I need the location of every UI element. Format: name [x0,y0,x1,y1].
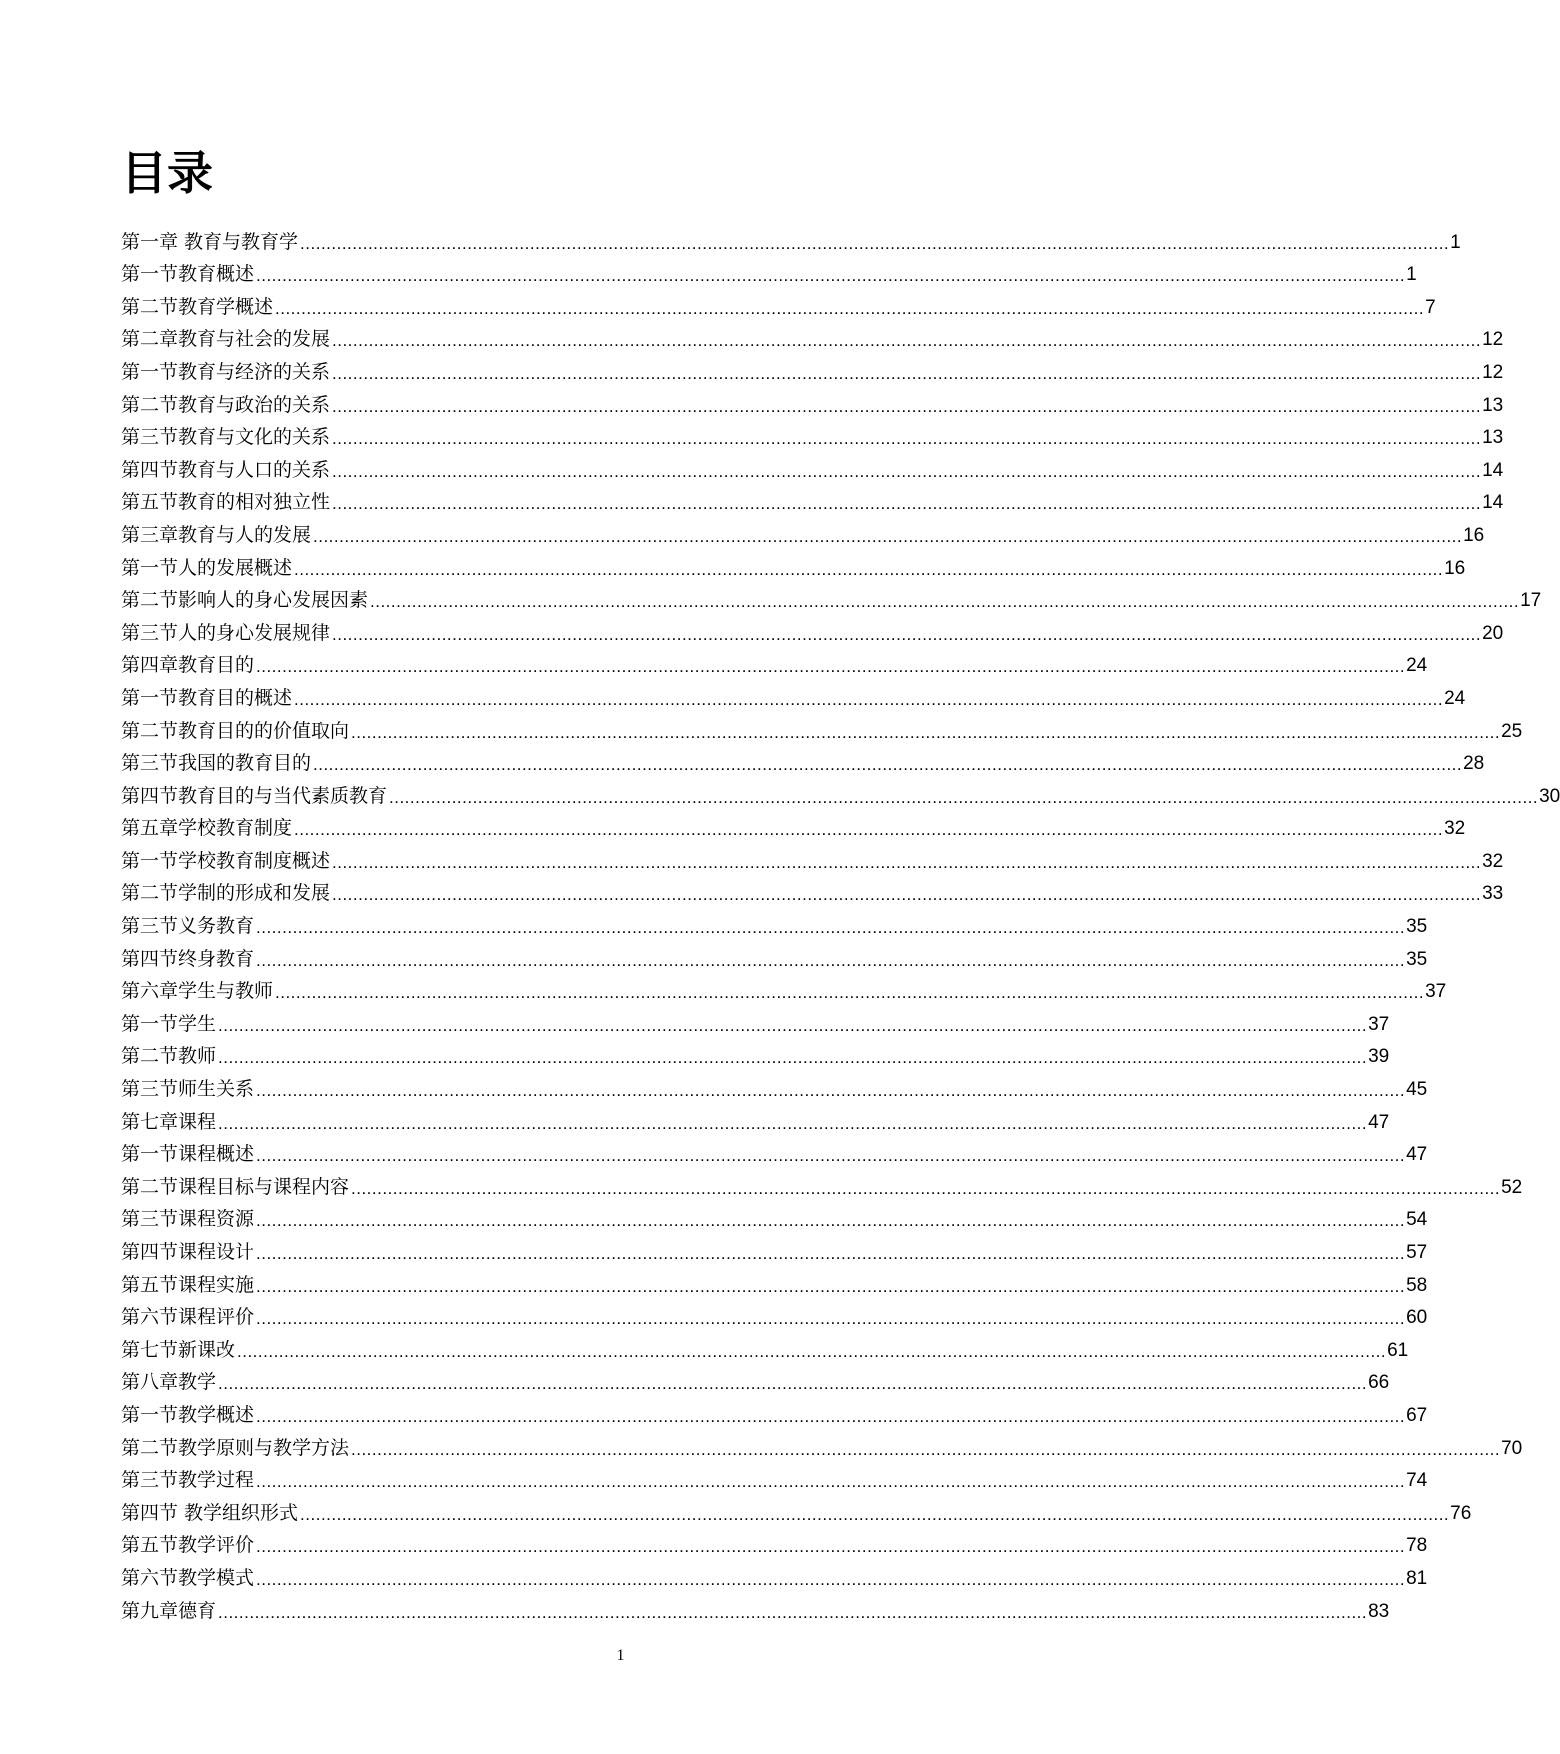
toc-entry[interactable] [121,545,1466,579]
toc-entry-title: 第四节教育目的与当代素质教育 [121,784,388,807]
toc-dot-leader: ............................................................................................................................................................................................................................ [332,624,1482,644]
toc-entry-title: 第六节课程评价 [121,1306,255,1329]
toc-entry[interactable] [121,447,1504,481]
toc-dot-leader: ............................................................................................................................................................................................................................ [256,1244,1406,1263]
toc-dot-leader: ............................................................................................................................................................................................................................ [332,331,1482,351]
toc-entry-title: 第三节教学过程 [121,1469,255,1492]
toc-entry-page-number: 13 [1482,427,1504,449]
toc-entry-title: 第二节学制的形成和发展 [121,882,331,905]
toc-entry-page-number: 14 [1482,459,1504,481]
toc-entry-page-number: 67 [1406,1404,1428,1426]
toc-entry-title: 第九章德育 [121,1599,217,1622]
toc-entry-title: 第一节学校教育制度概述 [121,849,331,872]
toc-entry-page-number: 60 [1406,1307,1428,1329]
toc-dot-leader: ............................................................................................................................................................................................................................ [256,1569,1406,1589]
toc-entry-title: 第四节 教学组织形式 [121,1501,299,1524]
toc-dot-leader: ............................................................................................................................................................................................................................ [256,1537,1406,1557]
toc-entry-title: 第一节教育与经济的关系 [121,360,331,383]
toc-entry[interactable] [121,578,1542,612]
toc-entry-page-number: 61 [1387,1339,1409,1361]
toc-dot-leader: ............................................................................................................................................................................................................................ [351,722,1501,742]
toc-entry[interactable] [121,1262,1428,1296]
toc-entry[interactable] [121,1197,1428,1231]
toc-entry-title: 第五节教学评价 [121,1534,255,1557]
toc-entry[interactable] [121,643,1428,677]
toc-entry[interactable] [121,1458,1428,1492]
toc-dot-leader: ............................................................................................................................................................................................................................ [237,1341,1387,1361]
toc-entry-page-number: 35 [1406,916,1428,938]
toc-entry-page-number: 52 [1501,1176,1523,1198]
toc-entry-title: 第三节师生关系 [121,1078,255,1101]
toc-dot-leader: ............................................................................................................................................................................................................................ [332,885,1482,905]
toc-dot-leader: ............................................................................................................................................................................................................................ [256,1472,1406,1492]
toc-entry[interactable] [121,415,1504,449]
toc-entry-title: 第二节课程目标与课程内容 [121,1175,350,1198]
toc-entry[interactable] [121,382,1504,416]
toc-entry-title: 第一节教育目的概述 [121,686,293,709]
toc-entry-title: 第一节教育概述 [121,263,255,286]
toc-entry-title: 第五节课程实施 [121,1273,255,1296]
toc-dot-leader: ............................................................................................................................................................................................................................ [332,429,1482,449]
toc-entry[interactable] [121,610,1504,644]
toc-entry-page-number: 25 [1501,720,1523,742]
toc-dot-leader: ............................................................................................................................................................................................................................ [256,1309,1406,1329]
toc-entry[interactable] [121,1001,1390,1035]
toc-entry-page-number: 24 [1444,687,1466,709]
toc-entry-page-number: 74 [1406,1470,1428,1492]
toc-dot-leader: ............................................................................................................................................................................................................................ [218,1113,1368,1133]
toc-dot-leader: ............................................................................................................................................................................................................................ [256,266,1406,286]
toc-dot-leader: ............................................................................................................................................................................................................................ [256,1406,1406,1426]
toc-entry-title: 第五章学校教育制度 [121,817,293,840]
toc-entry-page-number: 12 [1482,361,1504,383]
toc-entry[interactable] [121,903,1428,938]
toc-entry-page-number: 33 [1482,883,1504,905]
toc-entry[interactable] [121,1360,1390,1394]
toc-entry-page-number: 24 [1406,655,1428,677]
toc-entry-page-number: 7 [1425,296,1436,318]
toc-dot-leader: ............................................................................................................................................................................................................................ [256,1211,1406,1231]
toc-entry-title: 第二节教育学概述 [121,295,274,318]
toc-dot-leader: ............................................................................................................................................................................................................................ [332,461,1482,481]
toc-dot-leader: ............................................................................................................................................................................................................................ [332,363,1482,383]
toc-entry[interactable] [121,1425,1523,1459]
toc-dot-leader: ............................................................................................................................................................................................................................ [256,1276,1406,1296]
toc-dot-leader: ............................................................................................................................................................................................................................ [332,494,1482,514]
toc-dot-leader: ............................................................................................................................................................................................................................ [294,559,1444,579]
toc-entry-page-number: 78 [1406,1535,1428,1557]
toc-entry[interactable] [121,741,1485,775]
toc-entry-title: 第六章学生与教师 [121,980,274,1003]
toc-entry[interactable] [121,969,1447,1003]
toc-entry-title: 第二章教育与社会的发展 [121,328,331,351]
toc-dot-leader: ............................................................................................................................................................................................................................ [351,1178,1501,1198]
toc-entry-title: 第二节教学原则与教学方法 [121,1436,350,1459]
toc-entry[interactable] [121,512,1485,546]
toc-entry[interactable] [121,1295,1428,1329]
toc-entry-page-number: 54 [1406,1209,1428,1231]
toc-entry-page-number: 13 [1482,394,1504,416]
toc-entry-page-number: 37 [1425,981,1447,1003]
toc-entry-page-number: 20 [1482,622,1504,644]
toc-entry-page-number: 1 [1406,264,1417,286]
toc-dot-leader: ............................................................................................................................................................................................................................ [218,1602,1368,1622]
toc-entry-page-number: 39 [1368,1046,1390,1068]
toc-entry-title: 第一节学生 [121,1012,217,1035]
toc-entry[interactable] [121,675,1466,709]
toc-dot-leader: ............................................................................................................................................................................................................................ [313,755,1463,775]
toc-dot-leader: ............................................................................................................................................................................................................................ [294,689,1444,709]
toc-dot-leader: ............................................................................................................................................................................................................................ [218,1048,1368,1068]
toc-entry[interactable] [121,1099,1390,1133]
toc-entry-page-number: 47 [1406,1144,1428,1166]
toc-dot-leader: ............................................................................................................................................................................................................................ [256,657,1406,677]
toc-entry[interactable] [121,1066,1428,1101]
toc-entry-page-number: 30 [1539,785,1560,807]
toc-entry-title: 第四节终身教育 [121,947,255,970]
toc-entry-title: 第四节教育与人口的关系 [121,458,331,481]
toc-dot-leader: ............................................................................................................................................................................................................................ [370,592,1520,612]
toc-entry[interactable] [121,1132,1428,1166]
toc-entry-title: 第二节影响人的身心发展因素 [121,589,369,612]
toc-entry-title: 第一章 教育与教育学 [121,230,299,253]
toc-entry-title: 第八章教学 [121,1371,217,1394]
toc-entry-title: 第四章教育目的 [121,654,255,677]
toc-entry[interactable] [121,936,1428,970]
toc-entry-page-number: 70 [1501,1437,1523,1459]
toc-entry[interactable] [121,1555,1428,1589]
toc-entry-page-number: 32 [1444,818,1466,840]
toc-entry-title: 第三节人的身心发展规律 [121,621,331,644]
toc-entry-title: 第一节课程概述 [121,1143,255,1166]
toc-dot-leader: ............................................................................................................................................................................................................................ [256,1081,1406,1101]
toc-dot-leader: ............................................................................................................................................................................................................................ [351,1439,1501,1459]
toc-entry-title: 第二节教育目的的价值取向 [121,719,350,742]
toc-dot-leader: ............................................................................................................................................................................................................................ [313,526,1463,546]
toc-entry-title: 第一节人的发展概述 [121,556,293,579]
toc-entry-page-number: 66 [1368,1372,1390,1394]
toc-dot-leader: ............................................................................................................................................................................................................................ [300,1504,1450,1524]
toc-entry[interactable] [121,838,1504,872]
toc-entry[interactable] [121,349,1504,383]
toc-entry[interactable] [121,317,1504,351]
toc-entry-page-number: 17 [1520,590,1542,612]
toc-entry-page-number: 14 [1482,492,1504,514]
toc-entry-title: 第四节课程设计 [121,1241,255,1263]
toc-entry[interactable] [121,773,1560,807]
toc-dot-leader: ............................................................................................................................................................................................................................ [332,852,1482,872]
toc-entry-title: 第三节课程资源 [121,1208,255,1231]
toc-dot-leader: ............................................................................................................................................................................................................................ [300,233,1450,253]
toc-entry[interactable] [121,1490,1472,1524]
table-of-contents [121,219,1560,1622]
toc-entry-page-number: 1 [1450,231,1461,253]
toc-dot-leader: ............................................................................................................................................................................................................................ [218,1374,1368,1394]
toc-entry-page-number: 37 [1368,1013,1390,1035]
toc-entry-page-number: 58 [1406,1274,1428,1296]
toc-dot-leader: ............................................................................................................................................................................................................................ [389,787,1539,807]
toc-entry-title: 第二节教师 [121,1045,217,1068]
toc-entry-page-number: 32 [1482,850,1504,872]
toc-entry-title: 第七节新课改 [121,1338,236,1361]
toc-entry[interactable] [121,252,1417,286]
toc-dot-leader: ............................................................................................................................................................................................................................ [256,1146,1406,1166]
toc-dot-leader: ............................................................................................................................................................................................................................ [256,950,1406,970]
toc-entry-title: 第三节教育与文化的关系 [121,426,331,449]
toc-dot-leader: ............................................................................................................................................................................................................................ [294,820,1444,840]
toc-dot-leader: ............................................................................................................................................................................................................................ [275,983,1425,1003]
toc-entry[interactable] [121,480,1504,514]
toc-entry-page-number: 76 [1450,1502,1472,1524]
toc-entry[interactable] [121,1588,1390,1622]
toc-entry[interactable] [121,1229,1428,1263]
footer-page-number: 1 [616,1647,625,1664]
toc-entry-page-number: 16 [1463,524,1485,546]
toc-entry-page-number: 16 [1444,557,1466,579]
toc-entry[interactable] [121,1164,1523,1198]
toc-entry[interactable] [121,1327,1409,1361]
toc-dot-leader: ............................................................................................................................................................................................................................ [256,918,1406,938]
toc-dot-leader: ............................................................................................................................................................................................................................ [275,298,1425,318]
toc-entry-title: 第三节义务教育 [121,915,255,938]
toc-entry[interactable] [121,284,1436,318]
toc-entry-page-number: 81 [1406,1567,1428,1589]
toc-entry[interactable] [121,871,1504,905]
toc-entry-title: 第二节教育与政治的关系 [121,393,331,416]
toc-entry[interactable] [121,219,1461,253]
page-title: 目录 [121,146,213,200]
toc-entry[interactable] [121,1523,1428,1557]
toc-entry[interactable] [121,1392,1428,1426]
toc-entry-page-number: 83 [1368,1600,1390,1622]
toc-entry-title: 第六节教学模式 [121,1566,255,1589]
toc-entry-page-number: 45 [1406,1079,1428,1101]
toc-entry-title: 第七章课程 [121,1110,217,1133]
toc-entry-page-number: 35 [1406,948,1428,970]
toc-entry[interactable] [121,806,1466,840]
toc-entry-page-number: 47 [1368,1111,1390,1133]
toc-entry-title: 第三章教育与人的发展 [121,523,312,546]
toc-entry-page-number: 28 [1463,753,1485,775]
toc-entry-title: 第三节我国的教育目的 [121,752,312,775]
toc-dot-leader: ............................................................................................................................................................................................................................ [332,396,1482,416]
toc-entry-title: 第一节教学概述 [121,1403,255,1426]
toc-entry[interactable] [121,1034,1390,1068]
toc-entry-page-number: 12 [1482,329,1504,351]
toc-entry-title: 第五节教育的相对独立性 [121,491,331,514]
toc-dot-leader: ............................................................................................................................................................................................................................ [218,1015,1368,1035]
toc-entry[interactable] [121,708,1523,742]
toc-entry-page-number: 57 [1406,1242,1428,1263]
